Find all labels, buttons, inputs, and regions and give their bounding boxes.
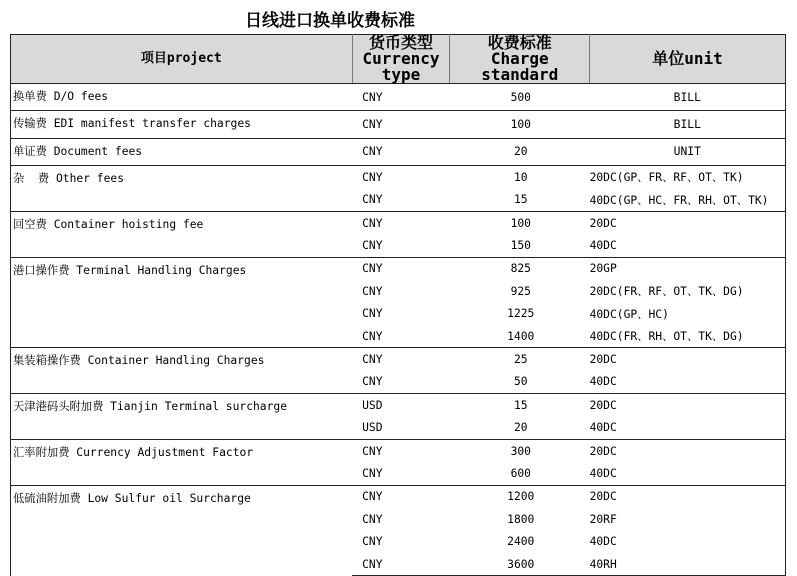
currency-cell: CNY: [352, 166, 450, 189]
charge-cell: 15: [450, 189, 590, 212]
unit-cell: UNIT: [590, 138, 786, 165]
header-charge: [450, 35, 590, 84]
charge-cell: 10: [450, 166, 590, 189]
currency-cell: CNY: [352, 462, 450, 485]
unit-cell: 40DC: [589, 535, 617, 549]
unit-cell: 20DC: [590, 348, 786, 371]
project-cell: 单证费 Document fees: [11, 138, 353, 165]
charge-cell: 600: [450, 462, 590, 485]
table-row: [11, 166, 786, 189]
charge-cell: 100: [450, 211, 590, 234]
unit-cell: 20DC: [590, 211, 786, 234]
charge-cell: 15: [450, 394, 590, 417]
unit-cell: BILL: [590, 111, 786, 138]
unit-cell: 20DC(GP、FR、RF、OT、TK): [590, 166, 786, 189]
table-row: [11, 394, 786, 417]
project-cell: 汇率附加费 Currency Adjustment Factor: [11, 439, 353, 485]
currency-cell: CNY: [352, 325, 450, 348]
charge-cell: 20: [450, 138, 590, 165]
charge-cell: 825: [450, 257, 590, 280]
currency-cell: CNY: [362, 307, 383, 321]
project-cell: 回空费 Container hoisting fee: [11, 211, 353, 257]
table-row: [11, 485, 786, 508]
charge-cell: 1800: [507, 512, 535, 526]
unit-cell: 20DC: [590, 439, 786, 462]
currency-cell: CNY: [352, 111, 450, 138]
unit-cell: 20RF: [589, 512, 617, 526]
unit-cell: 40DC: [590, 462, 786, 485]
unit-cell: 40DC(GP、HC): [589, 307, 669, 321]
project-cell: 集装箱操作费 Container Handling Charges: [11, 348, 353, 394]
header-currency: [352, 35, 450, 84]
currency-cell: USD: [352, 394, 450, 417]
unit-cell: 40DC: [590, 234, 786, 257]
table-row: [11, 257, 786, 280]
table-row: [11, 348, 786, 371]
charge-cell: 25: [450, 348, 590, 371]
charge-cell: 1200: [450, 485, 590, 508]
header-currency-cn: 货币类型: [369, 33, 434, 52]
unit-cell: BILL: [590, 84, 786, 111]
currency-cell: CNY: [352, 348, 450, 371]
project-cell: 传输费 EDI manifest transfer charges: [11, 111, 353, 138]
charge-cell: 500: [450, 84, 590, 111]
charge-cell: 2400: [507, 535, 535, 549]
currency-cell: CNY: [362, 512, 383, 526]
currency-cell: CNY: [352, 189, 450, 212]
table-row: [11, 439, 786, 462]
currency-cell: CNY: [362, 284, 383, 298]
currency-cell: CNY: [352, 553, 450, 576]
unit-cell: 40DC: [590, 416, 786, 439]
unit-cell: 40DC(FR、RH、OT、TK、DG): [590, 325, 786, 348]
charge-cell: 100: [450, 111, 590, 138]
currency-cell: CNY: [352, 485, 450, 508]
charge-cell: 300: [450, 439, 590, 462]
charge-cell: 1400: [450, 325, 590, 348]
unit-cell: 40DC: [590, 371, 786, 394]
table-row: [11, 84, 786, 111]
charges-table: [10, 34, 786, 576]
unit-cell: 20DC(FR、RF、OT、TK、DG): [589, 285, 744, 299]
currency-cell: CNY: [352, 257, 450, 280]
project-cell: 天津港码头附加费 Tianjin Terminal surcharge: [11, 394, 353, 440]
header-project: 项目project: [11, 35, 353, 84]
project-cell: 港口操作费 Terminal Handling Charges: [11, 257, 353, 348]
charge-cell: 1225: [507, 307, 535, 321]
currency-cell: CNY: [352, 234, 450, 257]
project-cell: 低硫油附加费 Low Sulfur oil Surcharge: [11, 485, 353, 576]
table-row: [11, 111, 786, 138]
table-body: [11, 84, 786, 576]
unit-cell: 20DC: [590, 394, 786, 417]
table-row: [11, 138, 786, 165]
page-title: 日线进口换单收费标准: [245, 11, 415, 31]
currency-cell: CNY: [352, 84, 450, 111]
currency-cell: CNY: [352, 439, 450, 462]
header-currency-en: Currency type: [362, 49, 440, 84]
unit-cell: 20DC: [590, 485, 786, 508]
charge-cell: 20: [450, 416, 590, 439]
charge-cell: 150: [450, 234, 590, 257]
unit-cell: 20GP: [590, 257, 786, 280]
currency-cell: CNY: [352, 371, 450, 394]
project-cell: 杂 费 Other fees: [11, 166, 353, 212]
currency-cell: CNY: [352, 211, 450, 234]
header-unit: 单位unit: [590, 35, 786, 84]
charge-cell: 50: [450, 371, 590, 394]
charge-cell: 3600: [450, 553, 590, 576]
header-charge-en: Charge standard: [481, 49, 559, 84]
charge-cell: 925: [510, 284, 531, 298]
header-charge-cn: 收费标准: [487, 33, 552, 52]
table-header-row: [11, 35, 786, 84]
unit-cell: 40DC(GP、HC、FR、RH、OT、TK): [590, 189, 786, 212]
currency-cell: CNY: [362, 535, 383, 549]
table-row: [11, 211, 786, 234]
currency-cell: USD: [352, 416, 450, 439]
currency-cell: CNY: [352, 138, 450, 165]
unit-cell: 40RH: [590, 553, 786, 576]
project-cell: 换单费 D/O fees: [11, 84, 353, 111]
